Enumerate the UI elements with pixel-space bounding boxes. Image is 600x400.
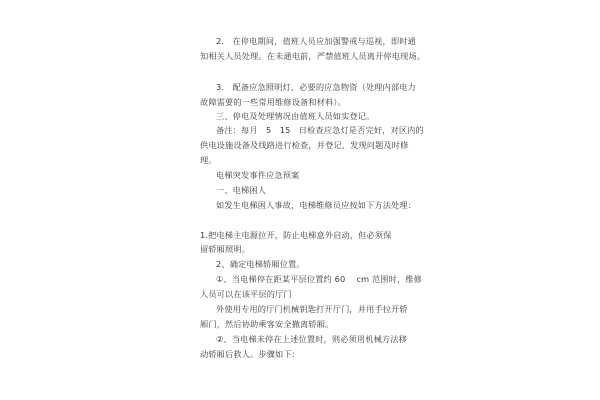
paragraph-line: 知相关人员处理。在未通电前，严禁值班人员离开停电现场。 bbox=[200, 51, 426, 61]
paragraph-line: 留轿厢照明。 bbox=[200, 244, 251, 254]
paragraph-line: ①、当电梯停在距某平层位置约 60 cm 范围时，维修 bbox=[216, 274, 422, 284]
section-heading: 电梯突发事件应急预案 bbox=[216, 170, 300, 180]
paragraph-line: 供电设施设备及线路进行检查，并登记，发现问题及时修 bbox=[200, 140, 409, 150]
paragraph-line: 2. 在停电期间，值班人员应加强警戒与巡视，即时通 bbox=[216, 36, 416, 46]
paragraph-line: 人员可以在该平层的厅门 bbox=[200, 289, 292, 299]
paragraph-line: ②、当电梯未停在上述位置时，则必须用机械方法移 bbox=[216, 334, 407, 344]
paragraph-line: 外使用专用的厅门机械钥匙打开厅门，并用手拉开轿 bbox=[216, 304, 408, 314]
paragraph-line: 2、确定电梯轿厢位置。 bbox=[216, 259, 305, 269]
paragraph-line: 3. 配备应急照明灯、必要的应急物资（处理内部电力 bbox=[216, 82, 416, 92]
paragraph-line: 1.把电梯主电源拉开，防止电梯意外启动，但必须保 bbox=[200, 230, 392, 240]
paragraph-line: 动轿厢后救人。步骤如下： bbox=[200, 349, 301, 359]
paragraph-line: 三、停电及处理情况由值班人员如实登记。 bbox=[216, 111, 375, 121]
paragraph-line: 如发生电梯困人事故，电梯维修员应按如下方法处理： bbox=[216, 200, 417, 210]
paragraph-line: 厢门，然后协助乘客安全撤离轿厢。 bbox=[200, 319, 334, 329]
paragraph-line: 故障需要的一些常用维修设备和材料）。 bbox=[200, 97, 346, 107]
paragraph-line: 备注：每月 5 15 日检查应急灯是否完好，对区内的 bbox=[216, 125, 424, 135]
paragraph-line: 理。 bbox=[200, 155, 217, 165]
subsection-heading: 一、电梯困人 bbox=[216, 185, 267, 195]
